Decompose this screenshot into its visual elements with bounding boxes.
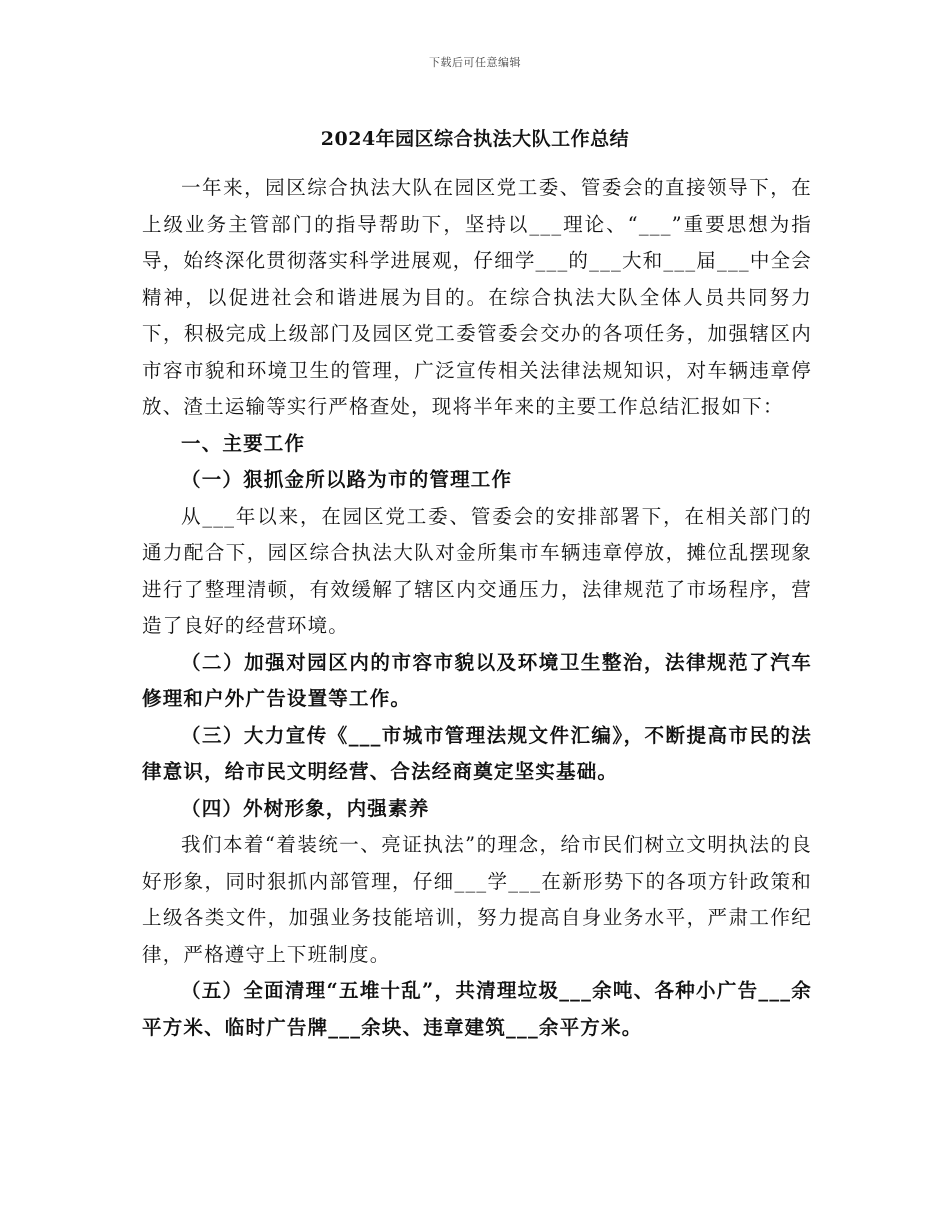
subheading-5: （五）全面清理“五堆十乱”，共清理垃圾___余吨、各种小广告___余平方米、临时广告牌___余块、违章建筑___余平方米。 (142, 979, 812, 1039)
subheading-2: （二）加强对园区内的市容市貌以及环境卫生整治，法律规范了汽车修理和户外广告设置等工作。 (142, 650, 812, 710)
paragraph-1: 从___年以来，在园区党工委、管委会的安排部署下，在相关部门的通力配合下，园区综合执法大队对金所集市车辆违章停放，摊位乱摆现象进行了整理清顿，有效缓解了辖区内交通压力，法律规范了市场程序，营造了良好的经营环境。 (142, 504, 812, 637)
paragraph-intro: 一年来，园区综合执法大队在园区党工委、管委会的直接领导下，在上级业务主管部门的指导帮助下，坚持以___理论、“___”重要思想为指导，始终深化贯彻落实科学进展观，仔细学___的___大和___届___中全会精神，以促进社会和谐进展为目的。在综合执法大队全体人员共同努力下，积极完成上级部门及园区党工委管委会交办的各项任务，加强辖区内市容市貌和环境卫生的管理，广泛宣传相关法律法规知识，对车辆违章停放、渣土运输等实行严格查处，现将半年来的主要工作总结汇报如下： (142, 176, 812, 418)
subheading-1: （一）狠抓金所以路为市的管理工作 (181, 468, 513, 491)
subheading-4: （四）外树形象，内强素养 (181, 796, 430, 820)
document-body (142, 170, 812, 1046)
subheading-3: （三）大力宣传《___市城市管理法规文件汇编》，不断提高市民的法律意识，给市民文明经营、合法经商奠定坚实基础。 (142, 723, 812, 783)
section-heading-main-work: 一、主要工作 (181, 431, 306, 455)
page-header-note: 下载后可任意编辑 (429, 56, 521, 69)
paragraph-4: 我们本着“着装统一、亮证执法”的理念，给市民们树立文明执法的良好形象，同时狠抓内部管理，仔细___学___在新形势下的各项方针政策和上级各类文件，加强业务技能培训，努力提高自身业务水平，严肃工作纪律，严格遵守上下班制度。 (142, 833, 812, 966)
document-title: 2024年园区综合执法大队工作总结 (320, 128, 630, 150)
